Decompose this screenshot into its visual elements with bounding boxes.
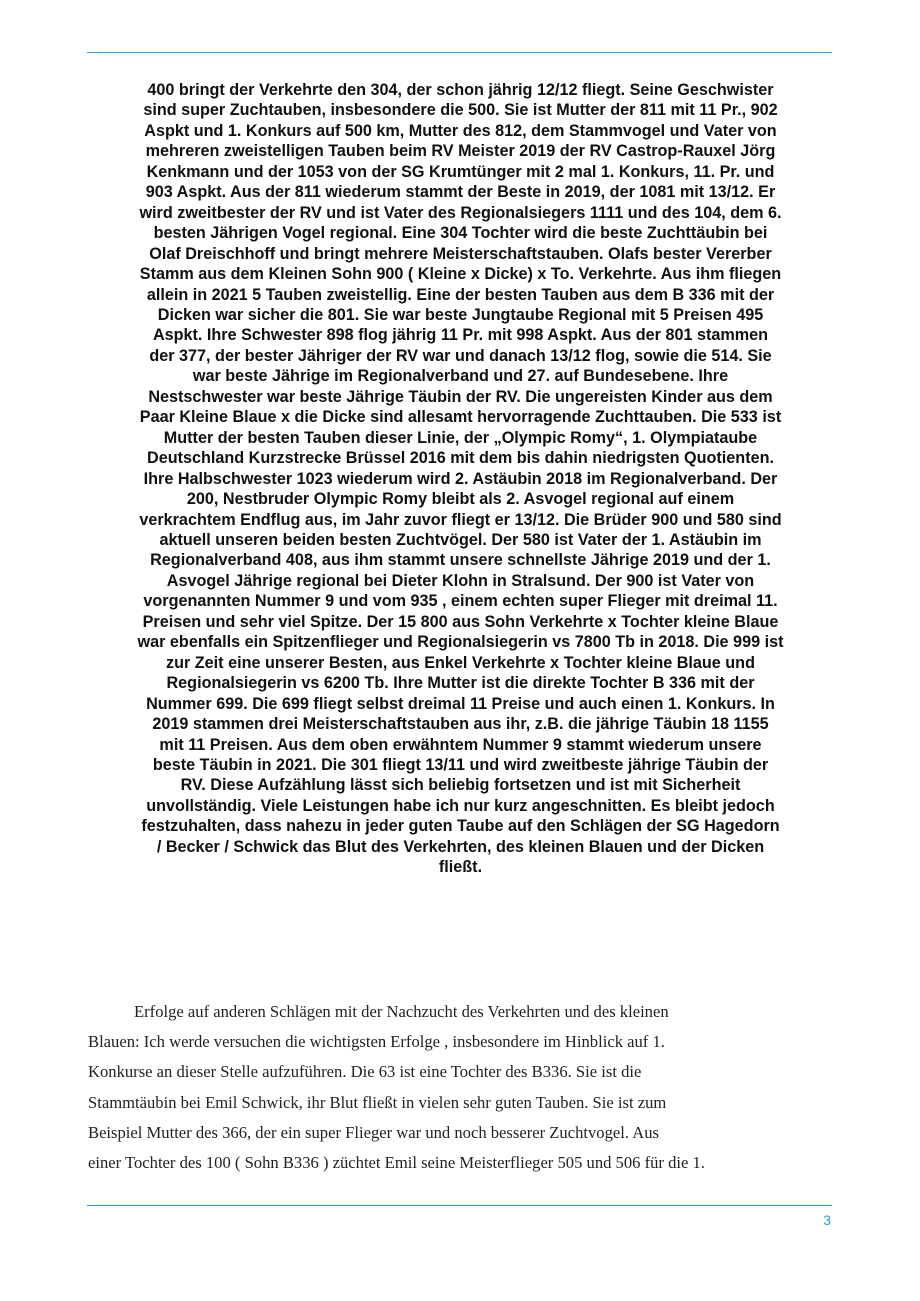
text-line: vorgenannten Nummer 9 und vom 935 , einem echten super Flieger mit dreimal 11. [143,592,778,611]
text-line: Paar Kleine Blaue x die Dicke sind allesamt hervorragende Zuchttauben. Die 533 ist [139,408,782,427]
text-line: allein in 2021 5 Tauben zweistellig. Eine der besten Tauben aus dem B 336 mit der [146,285,775,304]
text-line: unvollständig. Viele Leistungen habe ich nur kurz angeschnitten. Es bleibt jedoch [146,796,775,815]
text-line: Mutter der besten Tauben dieser Linie, der „Olympic Romy“, 1. Olympiataube [163,428,758,447]
text-line: / Becker / Schwick das Blut des Verkehrten, des kleinen Blauen und der Dicken [156,837,765,856]
text-line: Dicken war sicher die 801. Sie war beste Jungtaube Regional mit 5 Preisen 495 [157,305,764,324]
text-line: Aspkt. Ihre Schwester 898 flog jährig 11 Pr. mit 998 Aspkt. Aus der 801 stammen [152,326,769,345]
text-line: wird zweitbester der RV und ist Vater des Regionalsiegers 1111 und des 104, dem 6. [139,203,782,222]
text-line: war ebenfalls ein Spitzenflieger und Regionalsiegerin vs 7800 Tb in 2018. Die 999 ist [137,633,784,652]
text-line: mit 11 Preisen. Aus dem oben erwähntem Nummer 9 stammt wiederum unsere [159,735,762,754]
text-line: festzuhalten, dass nahezu in jeder guten Taube auf den Schlägen der SG Hagedorn [141,817,780,836]
text-line: Deutschland Kurzstrecke Brüssel 2016 mit dem bis dahin niedrigsten Quotienten. [147,449,774,468]
text-line: fließt. [438,858,483,877]
text-line: war beste Jährige im Regionalverband und 27. auf Bundesebene. Ihre [192,367,729,386]
text-line: einer Tochter des 100 ( Sohn B336 ) züchtet Emil seine Meisterflieger 505 und 506 für die 1. [88,1153,705,1173]
page-number: 3 [823,1212,831,1228]
serif-paragraph [88,997,833,1178]
text-line: Beispiel Mutter des 366, der ein super Flieger war und noch besserer Zuchtvogel. Aus [88,1122,659,1142]
text-line: Stamm aus dem Kleinen Sohn 900 ( Kleine x Dicke) x To. Verkehrte. Aus ihm fliegen [139,265,782,284]
text-line: Olaf Dreischhoff und bringt mehrere Meisterschaftstauben. Olafs bester Vererber [149,244,772,263]
text-line: 903 Aspkt. Aus der 811 wiederum stammt der Beste in 2019, der 1081 mit 13/12. Er [145,183,776,202]
text-line: sind super Zuchtauben, insbesondere die 500. Sie ist Mutter der 811 mit 11 Pr., 902 [143,101,778,120]
footer-rule [87,1205,832,1206]
text-line: mehreren zweistelligen Tauben beim RV Meister 2019 der RV Castrop-Rauxel Jörg [145,142,776,161]
text-line: 400 bringt der Verkehrte den 304, der schon jährig 12/12 fliegt. Seine Geschwister [147,81,774,99]
bold-paragraph [88,80,833,878]
text-line: Konkurse an dieser Stelle aufzuführen. Die 63 ist eine Tochter des B336. Sie ist die [88,1062,642,1082]
text-line: RV. Diese Aufzählung lässt sich beliebig fortsetzen und ist mit Sicherheit [180,776,741,795]
text-line: beste Täubin in 2021. Die 301 fliegt 13/11 und wird zweitbeste jährige Täubin der [152,755,769,774]
text-line: Regionalsiegerin vs 6200 Tb. Ihre Mutter ist die direkte Tochter B 336 mit der [166,674,755,693]
text-line: Ihre Halbschwester 1023 wiederum wird 2. Astäubin 2018 im Regionalverband. Der [143,469,778,488]
text-line: Asvogel Jährige regional bei Dieter Klohn in Stralsund. Der 900 ist Vater von [166,571,755,590]
text-line: Aspkt und 1. Konkurs auf 500 km, Mutter des 812, dem Stammvogel und Vater von [144,121,777,140]
text-line: Nestschwester war beste Jährige Täubin der RV. Die ungereisten Kinder aus dem [148,387,773,406]
header-rule [87,52,832,53]
text-line: Preisen und sehr viel Spitze. Der 15 800 aus Sohn Verkehrte x Tochter kleine Blaue [142,612,779,631]
text-line: Kenkmann und der 1053 von der SG Krumtünger mit 2 mal 1. Konkurs, 11. Pr. und [146,162,775,181]
text-line: verkrachtem Endflug aus, im Jahr zuvor fliegt er 13/12. Die Brüder 900 und 580 sind [139,510,782,529]
text-line: Erfolge auf anderen Schlägen mit der Nachzucht des Verkehrten und des kleinen [134,1002,669,1021]
text-line: Regionalverband 408, aus ihm stammt unsere schnellste Jährige 2019 und der 1. [150,551,771,570]
text-line: 2019 stammen drei Meisterschaftstauben aus ihr, z.B. die jährige Täubin 18 1155 [152,715,769,734]
text-line: zur Zeit eine unserer Besten, aus Enkel Verkehrte x Tochter kleine Blaue und [166,653,755,672]
text-line: der 377, der bester Jähriger der RV war und danach 13/12 flog, sowie die 514. Sie [149,346,772,365]
text-line: aktuell unseren beiden besten Zuchtvögel. Der 580 ist Vater der 1. Astäubin im [159,530,762,549]
text-line: besten Jährigen Vogel regional. Eine 304 Tochter wird die beste Zuchttäubin bei [153,224,768,243]
text-line: Blauen: Ich werde versuchen die wichtigsten Erfolge , insbesondere im Hinblick auf 1. [88,1032,665,1052]
text-line: Stammtäubin bei Emil Schwick, ihr Blut fließt in vielen sehr guten Tauben. Sie ist zum [88,1092,667,1112]
text-line: Nummer 699. Die 699 fliegt selbst dreimal 11 Preise und auch einen 1. Konkurs. In [146,694,775,713]
text-line: 200, Nestbruder Olympic Romy bleibt als 2. Asvogel regional auf einem [186,490,735,509]
